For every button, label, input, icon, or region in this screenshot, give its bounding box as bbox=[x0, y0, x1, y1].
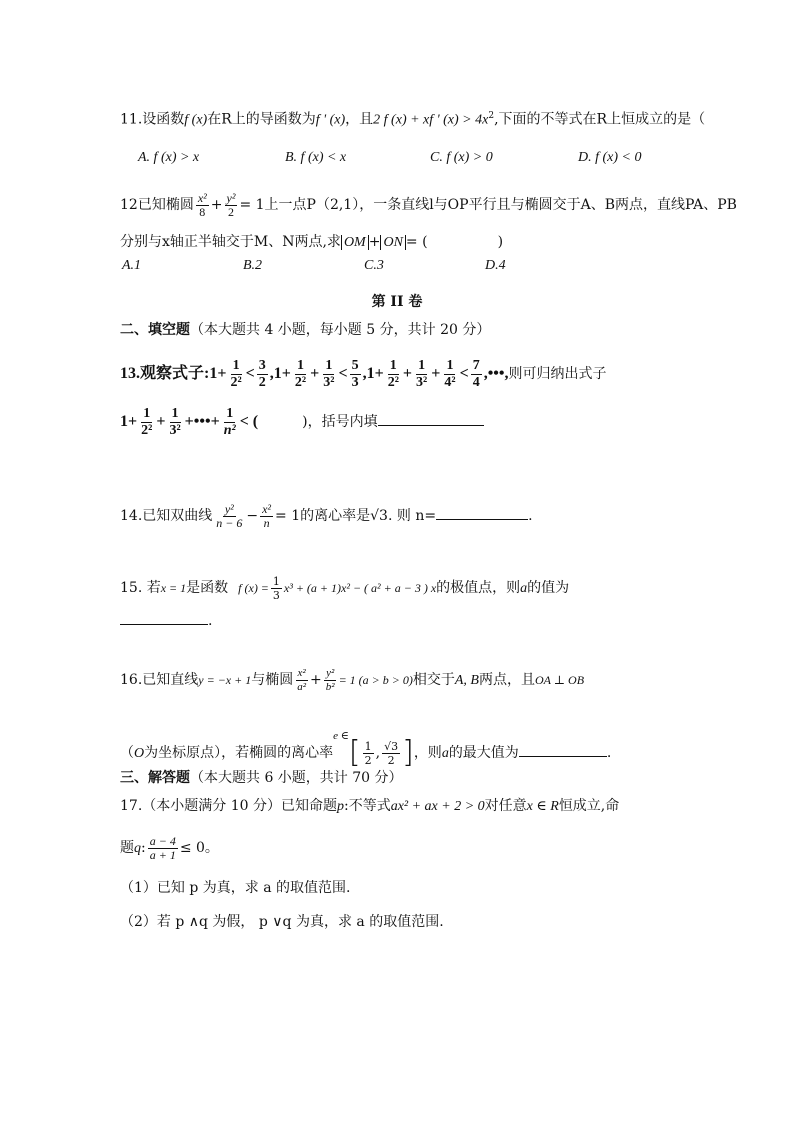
frac-den: a + 1 bbox=[149, 847, 176, 862]
frac-num: 1 bbox=[389, 357, 397, 373]
q17-text: 恒成立,命 bbox=[558, 798, 620, 814]
q11-option-a: A. f (x) > x bbox=[138, 150, 200, 165]
frac-num: 1 bbox=[232, 357, 240, 373]
q14-text: 14.已知双曲线 bbox=[120, 508, 213, 524]
q13-term: 1+ bbox=[120, 413, 138, 430]
period: 。 bbox=[204, 840, 219, 856]
q12-abs-om: OM bbox=[341, 235, 369, 250]
frac-den: 4 bbox=[472, 374, 480, 390]
frac-num: 1 bbox=[297, 357, 305, 373]
section-2-label: 二、填空题 bbox=[120, 322, 190, 338]
frac-num: a − 4 bbox=[149, 833, 176, 848]
var-a: a bbox=[441, 746, 449, 761]
var-p: p bbox=[336, 799, 344, 814]
minus-sign: − bbox=[246, 508, 259, 524]
q17-xr: x ∈ R bbox=[526, 799, 559, 814]
period: . bbox=[208, 613, 213, 629]
q11-text: ,下面的不等式在R上恒成立的是（ bbox=[494, 111, 706, 128]
plus-sign: + bbox=[368, 234, 381, 250]
var-q: q bbox=[134, 841, 141, 856]
q11-option-c: C. f (x) > 0 bbox=[430, 150, 493, 165]
q15-text: 的极值点，则 bbox=[436, 580, 521, 596]
q11-option-b: B. f (x) < x bbox=[285, 150, 347, 165]
q16-text: 两点，且 bbox=[478, 672, 535, 688]
q11-exp: 2 bbox=[488, 111, 495, 121]
frac-den: 2² bbox=[230, 374, 242, 390]
plus-sign: + bbox=[210, 197, 223, 213]
q13-term: 1+ bbox=[209, 365, 227, 382]
q12-abs-on: ON bbox=[380, 235, 405, 250]
q16-perp: OA ⊥ OB bbox=[534, 673, 585, 687]
q12-frac1-den: 8 bbox=[199, 204, 206, 219]
q11-option-d: D. f (x) < 0 bbox=[578, 150, 642, 165]
q12-frac2-den: 2 bbox=[227, 204, 234, 219]
q16-interval: [ $\frac{1}{2}$ , $\frac{√3}{2}$ ] bbox=[348, 735, 414, 770]
frac-num: y² bbox=[326, 666, 335, 679]
frac-num: 7 bbox=[472, 357, 480, 373]
q13-term: ,1+ bbox=[269, 365, 291, 382]
period: . bbox=[528, 508, 533, 524]
q17-ineq: ax² + ax + 2 > 0 bbox=[390, 799, 485, 814]
question-15 bbox=[120, 570, 569, 607]
frac-den: 2 bbox=[387, 753, 395, 767]
q17-le0: ≤ 0 bbox=[179, 840, 205, 856]
var-o: O bbox=[134, 746, 145, 761]
frac-den: 2² bbox=[294, 374, 307, 390]
q12-option-c: C.3 bbox=[364, 258, 384, 273]
q12-text: 分别与x轴正半轴交于M、N两点,求 bbox=[120, 234, 341, 250]
q13-dots: +•••+ bbox=[184, 413, 220, 430]
frac-den: b² bbox=[325, 680, 335, 693]
question-12 bbox=[120, 190, 737, 220]
q16-text: 与椭圆 bbox=[251, 672, 294, 688]
q13-text: )，括号内填 bbox=[302, 414, 378, 430]
frac-den: 2 bbox=[258, 374, 266, 390]
question-15-line2 bbox=[120, 610, 212, 631]
frac-den: 2 bbox=[364, 753, 372, 767]
q13-paren: < ( bbox=[239, 413, 259, 430]
colon: : bbox=[141, 840, 146, 856]
part-2-title: 第 II 卷 bbox=[371, 294, 423, 310]
q11-fx: f (x) bbox=[184, 112, 208, 128]
section-2-heading bbox=[120, 320, 490, 340]
q12-text: = ( bbox=[405, 234, 428, 250]
frac-num: 1 bbox=[446, 357, 454, 373]
frac-den: 3² bbox=[416, 374, 428, 390]
q17-text: 17.（本小题满分 10 分）已知命题 bbox=[120, 798, 337, 814]
q16-answer-blank[interactable] bbox=[519, 742, 607, 757]
q16-ab: A, B bbox=[454, 673, 479, 688]
question-13: 13.观察式子:1+ $\frac{1}{\text{2²}}$ < $\frac{3}{2}$ ,1+ $\frac{1}{\text{2²}}$ + $\frac{1}{\text{3²}}$ < $\frac{5}{3}$ ,1+ $\frac{1}{\text{2²}}$ + $\frac{1}{\text{3²}}$ + $\frac{1}{\text{4²}}$ < $\frac{7}{4}$ ,•••,则可归纳出式子 bbox=[120, 357, 607, 390]
section-3-desc: （本大题共 6 小题，共计 70 分） bbox=[190, 770, 403, 786]
q16-line: y = −x + 1 bbox=[198, 673, 252, 687]
section-3-heading bbox=[120, 768, 403, 788]
frac-num: x² bbox=[262, 501, 272, 516]
q13-dots: ,•••, bbox=[483, 365, 509, 382]
q12-text: = 1上一点P（2,1），一条直线l与OP平行且与椭圆交于A、B两点，直线PA、PB bbox=[239, 197, 737, 213]
var-a: a bbox=[520, 581, 528, 596]
q12-frac2-num: y² bbox=[226, 190, 236, 205]
q17-text: :不等式 bbox=[343, 798, 391, 814]
q16-e-in: e ∈ bbox=[333, 730, 349, 742]
q17-subquestion-2: （2）若 p ∧q 为假， p ∨q 为真，求 a 的取值范围. bbox=[120, 914, 444, 930]
question-16: 16.已知直线y = −x + 1与椭圆 $\frac{\text{x²}}{\text{a²}}$ + $\frac{\text{y²}}{\text{b²}}$ = 1 (a > b > 0)相交于A, B两点，且OA ⊥ OB bbox=[120, 666, 585, 693]
question-11 bbox=[120, 106, 705, 131]
q17-subquestion-1: （1）已知 p 为真，求 a 的取值范围. bbox=[120, 880, 351, 896]
q16-text: 为坐标原点），若椭圆的离心率 bbox=[144, 745, 334, 761]
question-13-line2: 1+ $\frac{1}{\text{2²}}$ + $\frac{1}{\text{3²}}$ +•••+ $\frac{1}{\text{n²}}$ < ( )，括号内填 bbox=[120, 404, 484, 440]
frac-num: 1 bbox=[364, 739, 372, 753]
q12-text: ) bbox=[497, 234, 504, 250]
question-12-line2 bbox=[120, 232, 503, 253]
q11-text: ，且 bbox=[345, 111, 374, 128]
q11-text: 在R上的导函数为 bbox=[207, 111, 316, 128]
q13-term: ,1+ bbox=[362, 365, 384, 382]
less-than: < bbox=[338, 365, 348, 382]
q11-fpx: f ' (x) bbox=[315, 112, 346, 128]
frac-den: 3² bbox=[323, 374, 335, 390]
frac-den: 3 bbox=[272, 588, 280, 602]
frac-den: 2² bbox=[141, 422, 153, 438]
q16-text: 16.已知直线 bbox=[120, 672, 199, 688]
q12-text: 12已知椭圆 bbox=[120, 197, 194, 213]
frac-den: n − 6 bbox=[216, 515, 243, 530]
frac-num: 1 bbox=[143, 405, 151, 421]
q12-frac1-num: x² bbox=[197, 190, 207, 205]
q13-lead: 13.观察式子: bbox=[120, 365, 210, 382]
q15-text: 15. 若 bbox=[120, 580, 161, 596]
q16-text: 的最大值为 bbox=[448, 745, 519, 761]
q12-option-b: B.2 bbox=[243, 258, 263, 273]
question-17-line2 bbox=[120, 830, 219, 867]
frac-den: 3 bbox=[351, 374, 359, 390]
question-14 bbox=[120, 498, 533, 534]
q15-fx: f (x) = bbox=[238, 581, 269, 595]
q16-eq: = 1 (a > b > 0) bbox=[338, 673, 413, 687]
q15-text: 的值为 bbox=[527, 580, 570, 596]
frac-num: 1 bbox=[226, 405, 234, 421]
frac-num: x² bbox=[297, 666, 306, 679]
section-3-label: 三、解答题 bbox=[120, 770, 190, 786]
q14-text: = 1的离心率是 bbox=[275, 508, 371, 524]
q11-condition: 2 f (x) + xf ' (x) > 4x bbox=[373, 112, 489, 128]
q14-text: . 则 n= bbox=[387, 508, 437, 524]
frac-num: 1 bbox=[171, 405, 179, 421]
q11-text: 11.设函数 bbox=[120, 111, 185, 128]
frac-num: 3 bbox=[258, 357, 266, 373]
frac-num: 1 bbox=[272, 574, 280, 588]
frac-den: 3² bbox=[169, 422, 181, 438]
section-2-desc: （本大题共 4 小题，每小题 5 分，共计 20 分） bbox=[190, 322, 491, 338]
frac-den: n bbox=[263, 515, 270, 530]
q15-text: 是函数 bbox=[186, 580, 229, 596]
frac-num: 1 bbox=[325, 357, 333, 373]
q12-option-d: D.4 bbox=[485, 258, 506, 273]
frac-num: 1 bbox=[418, 357, 426, 373]
question-17 bbox=[120, 796, 619, 817]
q15-expr: x³ + (a + 1)x² − ( a² + a − 3 ) x bbox=[283, 581, 437, 595]
frac-den: 4² bbox=[444, 374, 456, 390]
less-than: < bbox=[245, 365, 255, 382]
q16-text: ，则 bbox=[413, 745, 442, 761]
period: . bbox=[606, 745, 612, 761]
q16-text: 相交于 bbox=[412, 672, 455, 688]
q13-answer-blank[interactable] bbox=[378, 411, 484, 426]
q17-text: 对任意 bbox=[484, 798, 527, 814]
q14-answer-blank[interactable] bbox=[436, 505, 528, 520]
frac-den: 2² bbox=[387, 374, 399, 390]
frac-den: a² bbox=[297, 680, 307, 693]
frac-num: 5 bbox=[351, 357, 359, 373]
q15-answer-blank[interactable] bbox=[120, 610, 208, 625]
q13-tail: 则可归纳出式子 bbox=[508, 366, 607, 382]
frac-den: n² bbox=[223, 422, 236, 438]
less-than: < bbox=[459, 365, 469, 382]
q17-text: 题 bbox=[120, 840, 134, 856]
q12-option-a: A.1 bbox=[122, 258, 142, 273]
frac-num: √3 bbox=[384, 739, 399, 753]
q15-x1: x = 1 bbox=[160, 581, 187, 595]
frac-num: y² bbox=[224, 501, 234, 516]
q14-sqrt3: √3 bbox=[370, 508, 388, 524]
paren-open: （ bbox=[120, 745, 134, 761]
